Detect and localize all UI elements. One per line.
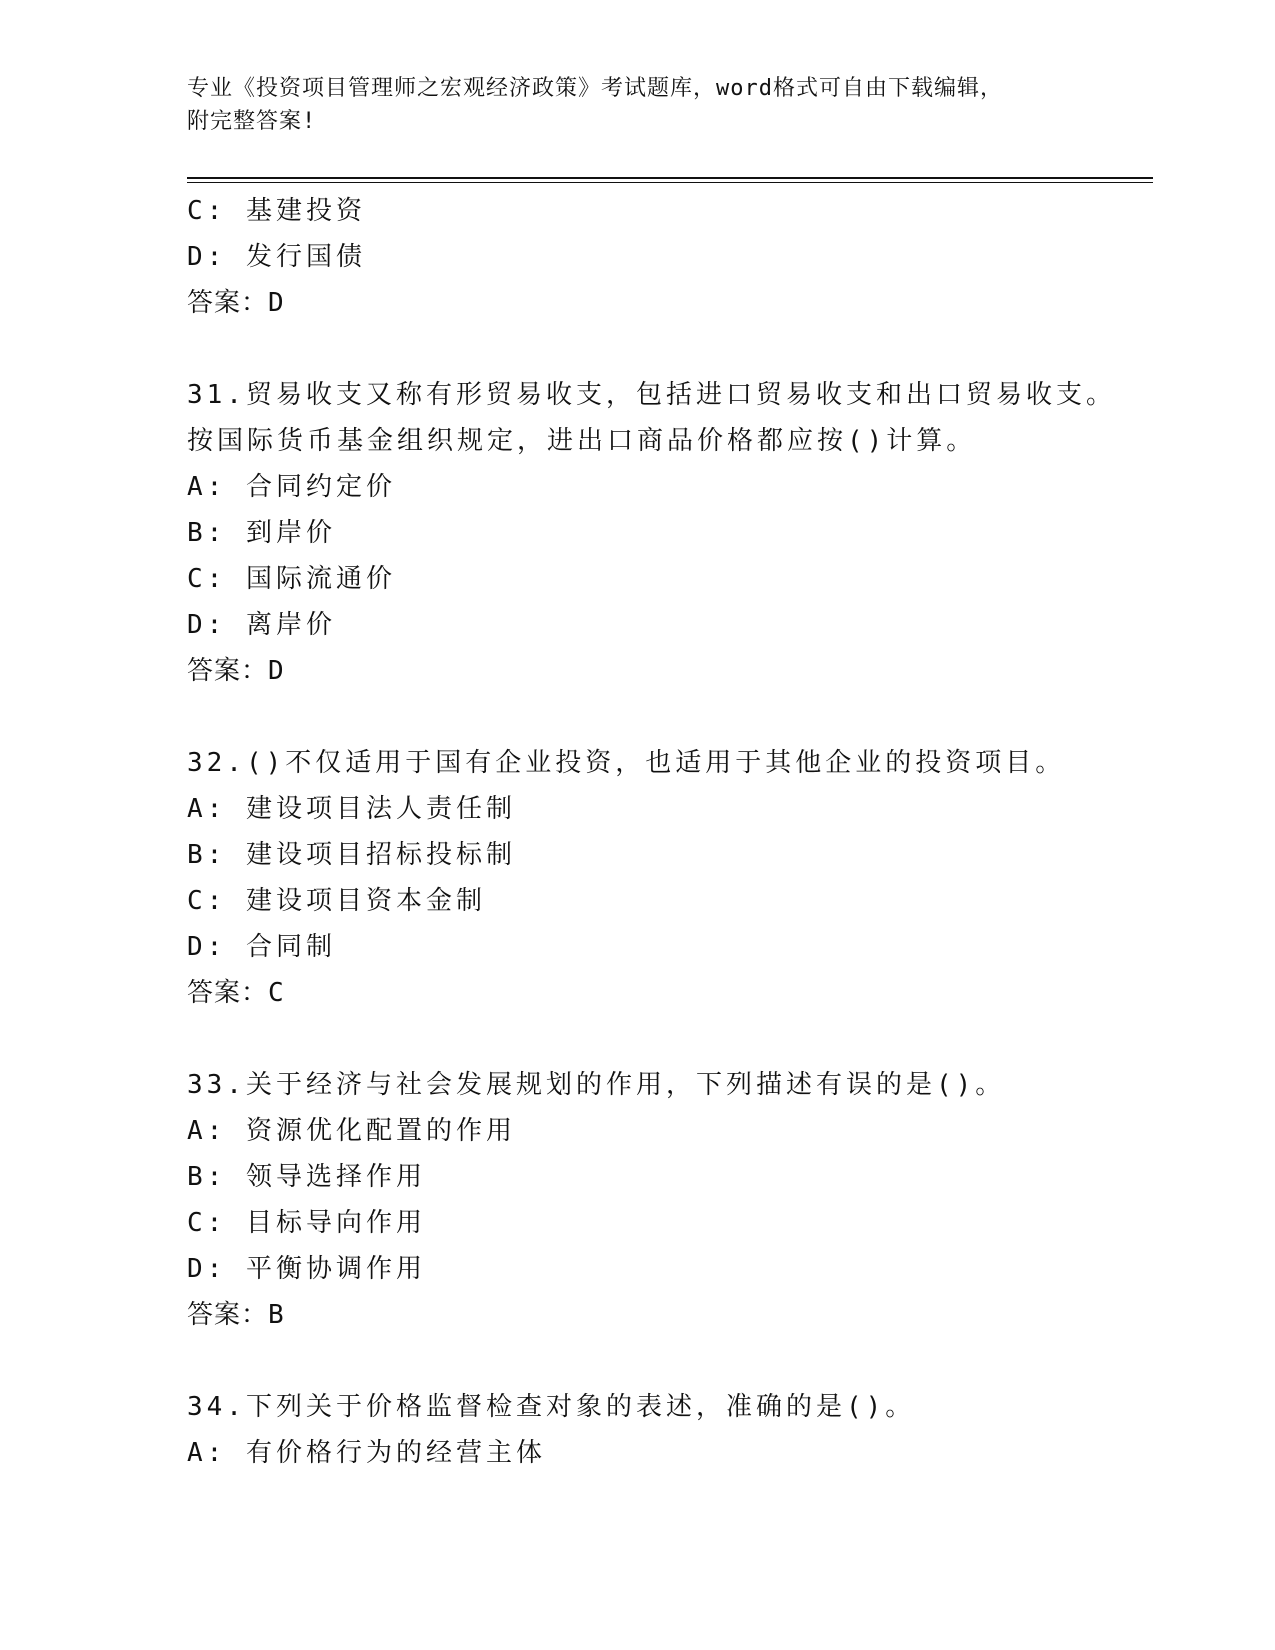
question-fragment-30: [187, 188, 1087, 326]
answer-line: 答案：C: [187, 978, 285, 1008]
option-d: D: 合同制: [187, 932, 336, 962]
question-list: [187, 188, 1116, 1476]
page-header: [187, 72, 1067, 138]
option-a: A: 合同约定价: [187, 472, 396, 502]
question-33: [187, 1062, 1087, 1338]
question-34: [187, 1384, 1087, 1476]
question-stem-continued: 按国际货币基金组织规定，进出口商品价格都应按()计算。: [187, 426, 977, 456]
option-c: C: 建设项目资本金制: [187, 886, 486, 916]
option-c: C: 国际流通价: [187, 564, 396, 594]
option-d: D: 发行国债: [187, 242, 366, 272]
option-b: B: 到岸价: [187, 518, 336, 548]
option-b: B: 建设项目招标投标制: [187, 840, 516, 870]
header-divider-thick: [187, 177, 1153, 179]
option-d: D: 平衡协调作用: [187, 1254, 426, 1284]
answer-line: 答案：D: [187, 288, 285, 318]
question-stem: 32.()不仅适用于国有企业投资，也适用于其他企业的投资项目。: [187, 748, 1066, 778]
question-31: [187, 372, 1116, 694]
option-c: C: 基建投资: [187, 196, 366, 226]
header-line-2: 附完整答案!: [187, 109, 317, 134]
option-c: C: 目标导向作用: [187, 1208, 426, 1238]
option-a: A: 有价格行为的经营主体: [187, 1438, 546, 1468]
answer-line: 答案：B: [187, 1300, 285, 1330]
question-stem: 34.下列关于价格监督检查对象的表述，准确的是()。: [187, 1392, 916, 1422]
header-divider-thin: [187, 182, 1153, 183]
option-a: A: 建设项目法人责任制: [187, 794, 516, 824]
header-line-1: 专业《投资项目管理师之宏观经济政策》考试题库，word格式可自由下载编辑，: [187, 76, 1003, 101]
option-d: D: 离岸价: [187, 610, 336, 640]
question-stem: 31.贸易收支又称有形贸易收支，包括进口贸易收支和出口贸易收支。: [187, 380, 1116, 410]
answer-line: 答案：D: [187, 656, 285, 686]
option-b: B: 领导选择作用: [187, 1162, 426, 1192]
question-32: [187, 740, 1087, 1016]
question-stem: 33.关于经济与社会发展规划的作用，下列描述有误的是()。: [187, 1070, 1006, 1100]
option-a: A: 资源优化配置的作用: [187, 1116, 516, 1146]
